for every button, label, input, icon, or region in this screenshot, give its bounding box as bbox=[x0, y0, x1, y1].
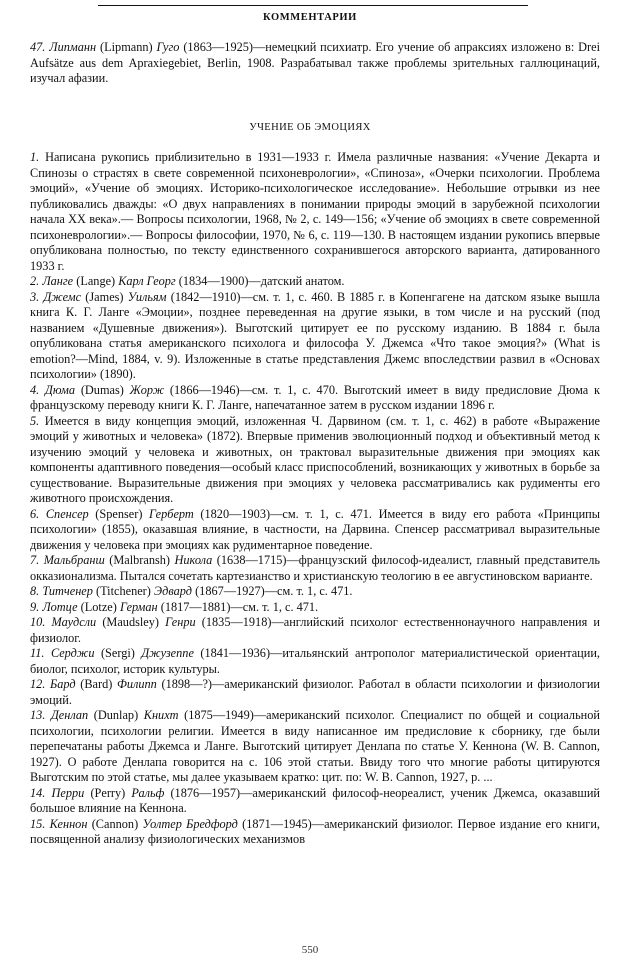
entry-name: Ланге bbox=[42, 274, 74, 288]
entry-text: (1817—1881)—см. т. 1, с. 471. bbox=[157, 599, 319, 614]
entry-first-name: Уильям bbox=[127, 289, 167, 304]
entry-text: (1820—1903)—см. т. 1, с. 471. Имеется в виду его работа «Принципы психологии» (1855), оказавшая влияние, в частности, на Дарвина. Спенсер рассматривал выразительные движения у человека при эмоциях как рудиментарное поведение. bbox=[30, 506, 600, 552]
entry-paragraph bbox=[30, 507, 600, 554]
page-number: 550 bbox=[301, 944, 319, 956]
entry-latin-name: (Sergi) bbox=[94, 646, 142, 660]
entry-number: 12. bbox=[30, 677, 46, 691]
entry-name: Титченер bbox=[42, 584, 93, 598]
entry-first-name: Никола bbox=[174, 553, 213, 567]
entry-first-name: Джузеппе bbox=[141, 646, 194, 660]
entry-paragraph bbox=[30, 646, 600, 677]
intro-entry bbox=[30, 40, 600, 87]
entry-name: Джемс bbox=[43, 289, 82, 304]
entry-number: 11. bbox=[30, 646, 45, 660]
entry-name: Маудсли bbox=[51, 615, 97, 629]
entry-paragraph bbox=[30, 600, 600, 616]
entry-name: Спенсер bbox=[45, 506, 89, 521]
entry-paragraph bbox=[30, 383, 600, 414]
entry-first-name: Карл Георг bbox=[118, 274, 176, 288]
entry-paragraph bbox=[30, 708, 600, 786]
entries-list bbox=[30, 150, 600, 848]
entry-paragraph bbox=[30, 584, 600, 600]
entry-latin-name: (Maudsley) bbox=[96, 615, 166, 629]
entry-paragraph bbox=[30, 817, 600, 848]
entry-number: 3. bbox=[30, 289, 40, 304]
entry-text: (1841—1936)—итальянский антрополог материалистической ориентации, биолог, психолог, историк культуры. bbox=[30, 646, 600, 676]
entry-latin-name: (Dunlap) bbox=[88, 708, 144, 722]
entry-latin-name: (Lange) bbox=[73, 274, 119, 288]
entry-latin-name: (Lotze) bbox=[77, 599, 120, 614]
entry-first-name: Герберт bbox=[149, 506, 194, 521]
entry-number: 7. bbox=[30, 553, 40, 567]
entry-text: Имеется в виду концепция эмоций, изложенная Ч. Дарвином (см. т. 1, с. 462) в работе «Выражение эмоций у животных и человека» (1872). Впервые применив эволюционный подход и объективный метод к изучению эмоций у человека и животных, он трактовал выразительные движения при эмоциях как компоненты адаптивного поведения—особый класс приспособлений, возникающих у животных в борьбе за существование. Выразительные движения при эмоциях у человека рассматривались как рудименты его животного происхождения. bbox=[30, 413, 600, 505]
entry-text: (1842—1910)—см. т. 1, с. 460. В 1885 г. в Копенгагене на датском языке вышла книга К. Г. Ланге «Эмоции», позднее переведенная на другие языки, в том числе и на русский (под названием «Душевные движения»). Выготский цитирует ее по русскому изданию. В 1884 г. была опубликована статья американского психолога и философа У. Джемса «Что такое эмоция?» (What is emotion?—Mind, 1884, v. 9). Изложенные в статье представления Джемс впоследствии развил в «Основах психологии» (1890). bbox=[30, 289, 601, 381]
entry-name: Дюма bbox=[45, 382, 76, 397]
entry-first-name: Генри bbox=[165, 615, 196, 629]
entry-paragraph bbox=[30, 290, 600, 383]
entry-first-name: Герман bbox=[119, 599, 158, 614]
entry-paragraph bbox=[30, 274, 600, 290]
entry-latin-name: (Dumas) bbox=[75, 382, 130, 397]
entry-number: 10. bbox=[30, 615, 46, 629]
entry-number: 2. bbox=[30, 274, 40, 288]
entry-paragraph bbox=[30, 40, 600, 87]
entry-text: (1834—1900)—датский анатом. bbox=[175, 274, 345, 288]
entry-paragraph bbox=[30, 150, 600, 274]
entry-name: Кеннон bbox=[49, 816, 88, 831]
entry-number: 4. bbox=[30, 382, 40, 397]
entry-first-name: Книхт bbox=[143, 708, 179, 722]
entry-text: (1875—1949)—американский психолог. Специалист по общей и социальной психологии, психологии религии. Имеется в виду написанное им предисловие к сборнику, где были перепечатаны работы Джемса и Ланге. Выготский цитирует Денлапа по статье У. Кеннона (W. B. Cannon, 1927). О работе Денлапа говорится на с. 106 этой статьи. Ввиду того что многие работы цитируются Выготским по этой статье, мы далее указываем кратко: цит. по: W. B. Cannon, 1927, p. ... bbox=[30, 708, 600, 784]
entry-number: 8. bbox=[30, 584, 40, 598]
running-head: КОММЕНТАРИИ bbox=[263, 12, 357, 23]
entry-text: (1638—1715)—французский философ-идеалист, главный представитель окказионализма. Пытался сочетать картезианство и христианскую теологию в ее августиновском варианте. bbox=[30, 553, 600, 583]
entry-text: (1867—1927)—см. т. 1, с. 471. bbox=[192, 584, 353, 598]
entry-latin-name: (Malbransh) bbox=[104, 553, 175, 567]
entry-text: Написана рукопись приблизительно в 1931—1933 г. Имела различные названия: «Учение Декарта и Спинозы о страстях в свете современной психоневрологии», «Спиноза», «Очерки психологии. Проблема эмоций», «Учение об эмоциях. Историко-психологическое исследование». Небольшие отрывки из нее публиковались дважды: «О двух направлениях в понимании природы эмоций в зарубежной психологии начала XX века».— Вопросы психологии, 1968, № 2, с. 149—156; «Учение об эмоциях в свете современной психоневрологии».— Вопросы философии, 1970, № 6, с. 119—130. В настоящем издании рукопись впервые опубликована полностью, по тексту единственного сохранившегося авторского варианта, датированного 1933 г. bbox=[30, 150, 600, 273]
entry-latin-name: (Bard) bbox=[75, 677, 117, 691]
entry-text: (1876—1957)—американский философ-неореалист, ученик Джемса, оказавший большое влияние на Кеннона. bbox=[30, 785, 600, 815]
entry-latin-name: (Lipmann) bbox=[96, 40, 157, 54]
entry-paragraph bbox=[30, 414, 600, 507]
entry-number: 1. bbox=[30, 150, 40, 164]
entry-name: Денлап bbox=[50, 708, 89, 722]
entry-text: (1835—1918)—английский психолог естественнонаучного направления и физиолог. bbox=[30, 615, 601, 645]
entry-paragraph bbox=[30, 615, 600, 646]
entry-name: Мальбранш bbox=[43, 553, 105, 567]
entry-paragraph bbox=[30, 677, 600, 708]
entry-text: (1871—1945)—американский физиолог. Первое издание его книги, посвященной анализу физиологических механизмов bbox=[30, 816, 601, 846]
entry-first-name: Эдвард bbox=[153, 584, 193, 598]
entry-latin-name: (James) bbox=[81, 289, 128, 304]
entry-name: Перри bbox=[51, 785, 85, 800]
entry-number: 9. bbox=[30, 599, 40, 614]
entry-paragraph bbox=[30, 786, 600, 817]
entry-first-name: Филипп bbox=[116, 677, 157, 691]
entry-number: 15. bbox=[30, 816, 46, 831]
entry-text: (1898—?)—американский физиолог. Работал в области психологии и физиологии эмоций. bbox=[30, 677, 601, 707]
entry-first-name: Уолтер Бредфорд bbox=[142, 816, 238, 831]
entry-paragraph bbox=[30, 553, 600, 584]
entry-name: Липманн bbox=[49, 40, 97, 54]
section-title: УЧЕНИЕ ОБ ЭМОЦИЯХ bbox=[249, 122, 371, 133]
entry-latin-name: (Cannon) bbox=[87, 816, 143, 831]
entry-name: Серджи bbox=[50, 646, 95, 660]
entry-latin-name: (Titchener) bbox=[92, 584, 154, 598]
entry-first-name: Жорж bbox=[129, 382, 165, 397]
top-rule bbox=[98, 5, 528, 6]
entry-name: Бард bbox=[50, 677, 76, 691]
entry-number: 14. bbox=[30, 785, 46, 800]
entry-number: 13. bbox=[30, 708, 46, 722]
entry-name: Лотце bbox=[42, 599, 78, 614]
entry-number: 47. bbox=[30, 40, 46, 54]
entry-text: (1866—1946)—см. т. 1, с. 470. Выготский имеет в виду предисловие Дюма к французскому переводу книги К. Г. Ланге, напечатанное затем в русском издании 1896 г. bbox=[30, 382, 601, 412]
entry-latin-name: (Perry) bbox=[84, 785, 132, 800]
entry-number: 5. bbox=[30, 413, 40, 428]
entry-latin-name: (Spenser) bbox=[88, 506, 150, 521]
entry-text: (1863—1925)—немецкий психиатр. Его учение об апраксиях изложено в: Drei Aufsätze aus dem Apraxiegebiet, Berlin, 1908. Разрабатывал также проблемы зрительных галлюцинаций, изучал афазии. bbox=[30, 40, 600, 85]
entry-first-name: Гуго bbox=[156, 40, 180, 54]
entry-number: 6. bbox=[30, 506, 40, 521]
entry-first-name: Ральф bbox=[131, 785, 165, 800]
